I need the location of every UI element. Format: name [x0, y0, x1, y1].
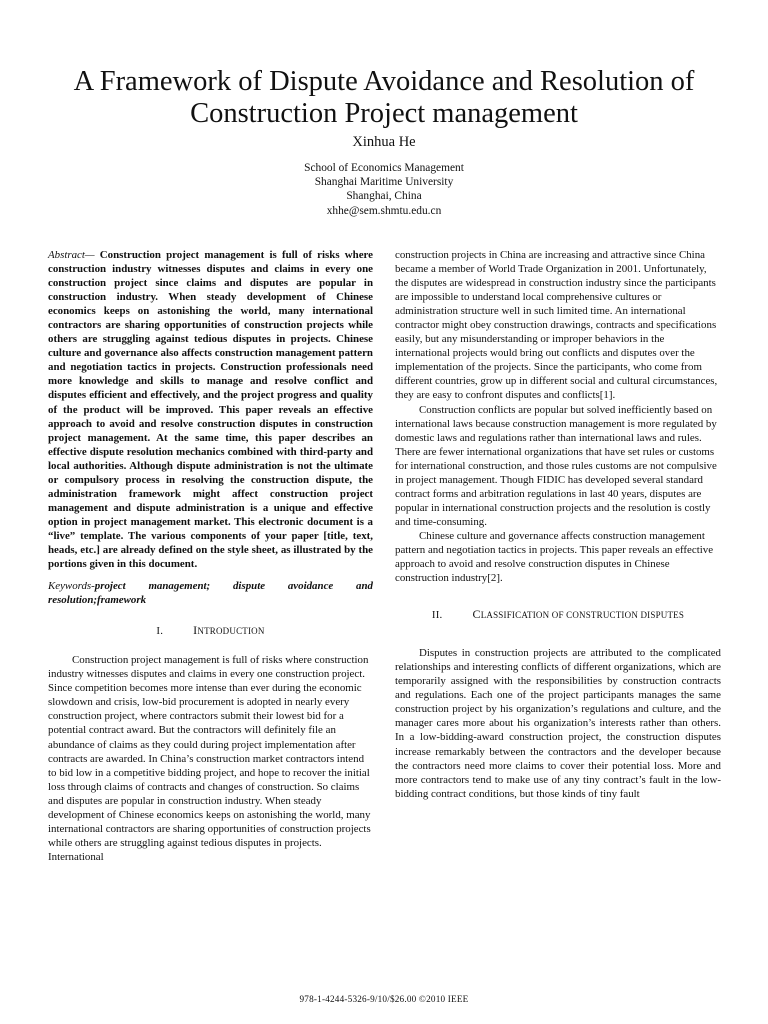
- section-title-initial: I: [193, 623, 198, 638]
- section-title-rest: NTRODUCTION: [197, 626, 265, 637]
- introduction-paragraph: construction projects in China are increasing and attractive since China became a member of World Trade Organization in 2001. Unfortunately, the disputes are widespread in construction industry since the participants are impossible to understand local comprehensive cultures or administration structure well in such limited time. An international contractor might obey construction drawings, contracts and specifications easily, but any misunderstanding or improper behaviors in the international projects would bring out conflicts and disputes over the implementation of the projects. Since the participants, who come from different countries, grow up in different social and cultural circumstances, they are easy to confront disputes and conflicts[1].: [395, 249, 718, 402]
- abstract-lead: Abstract—: [48, 249, 95, 261]
- affiliation-university: Shanghai Maritime University: [314, 176, 454, 189]
- abstract-text: Construction project management is full of risks where construction industry witnesses disputes and claims in every one construction project since claims and disputes are popular in construction industry. When steady development of Chinese economics keeps on astonishing the world, many international contractors are sharing opportunities of construction projects while others are struggling against tedious disputes in projects. Chinese culture and governance also affects construction management pattern and negotiation tactics in projects. Construction professionals need more knowledge and skills to manage and resolve conflict and disputes efficient and effectively, and the project progress and quality of the product will be improved. This paper reveals an effective approach to avoid and resolve construction disputes in construction project management. At the same time, this paper describes an effective dispute resolution mechanics combined with third-party and local authorities. Although dispute administration is not the ultimate or compulsory process in resolving the construction dispute, the administration framework might affect construction project management and dispute administration is a unique and effective option in project management market. This electronic document is a “live” template. The various components of your paper [title, text, heads, etc.] are already defined on the style sheet, as illustrated by the portions given in this document.: [48, 249, 373, 571]
- affiliation-school: School of Economics Management: [304, 162, 464, 174]
- keywords: [48, 579, 373, 607]
- section-heading-introduction: [48, 623, 373, 638]
- section-number: I.: [156, 625, 164, 638]
- introduction-paragraph: Construction project management is full of risks where construction industry witnesses disputes and claims in every one construction project. Since competition becomes more intense than ever during the economic slowdown and crisis, low-bid procurement is adopted in nearly every construction project, where contractors submit their lowest bid for a potential contract award. But the contractors will definitely file an abundance of claims as they could during project implementation after contracts are awarded. In China’s construction market contractors intend to bid low in a competitive bidding project, and hope to recover the initial loss through claims of contracts and changes of construction. So claims and disputes are popular in construction industry. When steady development of Chinese economics keeps on astonishing the world, many international contractors are sharing opportunities of construction projects while others are struggling against tedious disputes in projects. International: [48, 654, 371, 863]
- section-heading-classification: [395, 607, 721, 622]
- introduction-paragraph: Chinese culture and governance affects construction management pattern and negotiation tactics in projects. This paper reveals an effective approach to avoid and resolve construction disputes in Chinese construction industry[2].: [395, 529, 714, 585]
- author-name: Xinhua He: [352, 134, 416, 150]
- section-title-rest: LASSIFICATION OF CONSTRUCTION DISPUTES: [480, 610, 685, 621]
- affiliation-email: xhhe@sem.shmtu.edu.cn: [326, 204, 442, 217]
- copyright-footer: 978-1-4244-5326-9/10/$26.00 ©2010 IEEE: [299, 994, 469, 1004]
- abstract: [48, 248, 373, 571]
- paper-title: A Framework of Dispute Avoidance and Resolution of Construction Project management: [73, 66, 695, 129]
- keywords-text: project management; dispute avoidance and resolution;framework: [48, 580, 373, 607]
- classification-paragraph: Disputes in construction projects are attributed to the complicated relationships and interesting conflicts of different organizations, which are temporarily assigned with the responsibilities by construction contracts and regulations. Each one of the project participants manages the same construction project by his organization’s regulations and culture, and the manager cares more about his organization’s interests rather than others. In a low-bidding-award construction project, the construction disputes increase remarkably between the contractors and the developer because the contractors need more claims to cover their potential loss. More and more contractors tend to make use of any tiny contract’s fault in the low-bidding contract conditions, but those kinds of tiny fault: [395, 647, 721, 800]
- section-number: II.: [431, 609, 443, 622]
- left-column: [48, 248, 373, 864]
- introduction-paragraph: Construction conflicts are popular but solved inefficiently based on international laws because construction management is more regulated by domestic laws and regulations rather than international laws and rules. There are fewer international organizations that have set rules or customs for international construction, and those rules customs are not compulsive in project management. Though FIDIC has developed several standard contract forms and arbitration regulations in last 40 years, disputes are popular in international construction projects and the resolution is costly and time-consuming.: [395, 403, 717, 528]
- affiliation-city: Shanghai, China: [346, 190, 422, 203]
- section-title-initial: C: [472, 607, 481, 622]
- author-affiliation: [0, 161, 768, 218]
- right-column: [395, 248, 721, 801]
- keywords-lead: Keywords-: [48, 580, 95, 593]
